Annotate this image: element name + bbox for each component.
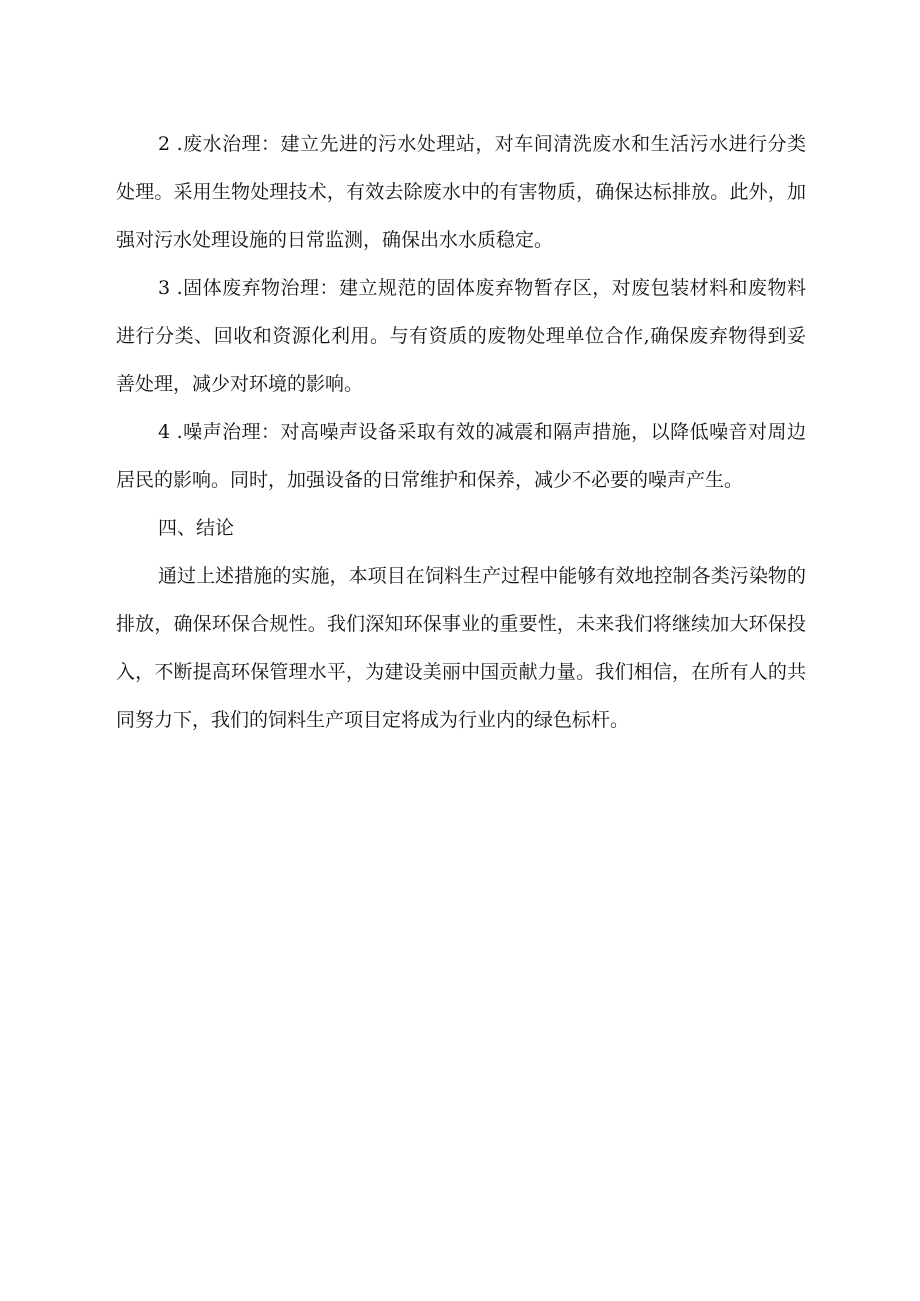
paragraph-solid-waste-treatment: 3 .固体废弃物治理：建立规范的固体废弃物暂存区，对废包装材料和废物料进行分类、回收和资源化利用。与有资质的废物处理单位合作,确保废弃物得到妥善处理，减少对环境的影响。 bbox=[116, 277, 806, 395]
document-body bbox=[116, 120, 806, 744]
paragraph-noise-treatment: 4 .噪声治理：对高噪声设备采取有效的减震和隔声措施，以降低噪音对周边居民的影响。同时，加强设备的日常维护和保养，减少不必要的噪声产生。 bbox=[116, 421, 806, 491]
section-heading-conclusion: 四、结论 bbox=[158, 517, 235, 539]
paragraph-conclusion: 通过上述措施的实施，本项目在饲料生产过程中能够有效地控制各类污染物的排放，确保环保合规性。我们深知环保事业的重要性，未来我们将继续加大环保投入，不断提高环保管理水平，为建设美丽中国贡献力量。我们相信，在所有人的共同努力下，我们的饲料生产项目定将成为行业内的绿色标杆。 bbox=[116, 565, 806, 731]
paragraph-wastewater-treatment: 2 .废水治理：建立先进的污水处理站，对车间清洗废水和生活污水进行分类处理。采用生物处理技术，有效去除废水中的有害物质，确保达标排放。此外，加强对污水处理设施的日常监测，确保出水水质稳定。 bbox=[116, 133, 806, 251]
